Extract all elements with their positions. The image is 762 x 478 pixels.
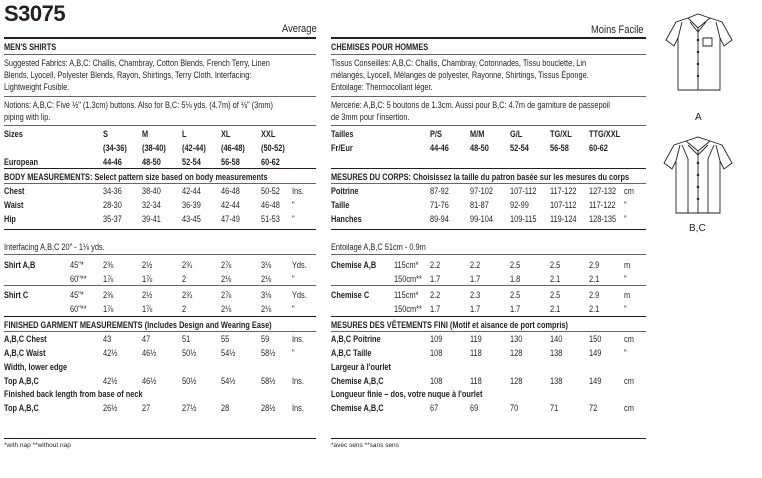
en-size-sub-4: (50-52) — [261, 143, 285, 153]
shirt-view-bc-illustration — [658, 133, 740, 223]
en-european-label: European — [4, 157, 39, 167]
fr-top-2-value: 72 — [589, 403, 598, 413]
fr-size-4: TTG/XXL — [589, 129, 621, 139]
fr-body-value: 92-99 — [510, 200, 529, 210]
en-shirt-ab-value: 1⅞ — [142, 274, 153, 284]
en-shirt-c-value: 1⅞ — [142, 304, 153, 314]
fr-shirt-c-value: 2.9 — [589, 290, 600, 300]
en-body-unit: " — [292, 200, 295, 210]
en-finished-unit: Ins. — [292, 334, 304, 344]
difficulty-fr: Moins Facile — [591, 24, 644, 36]
fr-body-heading: MESURES DU CORPS: Choisissez la taille du patron basée sur les mesures du corps — [331, 172, 630, 182]
fr-finished-value: 128 — [510, 348, 523, 358]
en-shirt-ab-rule — [4, 285, 316, 286]
en-size-sub-0: (34-36) — [103, 143, 127, 153]
en-body-value: 36-39 — [182, 200, 201, 210]
fr-top-2-value: 69 — [470, 403, 479, 413]
en-body-value: 51-53 — [261, 214, 280, 224]
en-body-value: 34-36 — [103, 186, 122, 196]
fr-body-value: 117-122 — [550, 186, 577, 196]
fr-shirt-ab-value: 2.5 — [510, 260, 521, 270]
fr-finished-value: 138 — [550, 348, 563, 358]
en-top-2-unit: Ins. — [292, 403, 304, 413]
fr-heading: CHEMISES POUR HOMMES — [331, 42, 429, 52]
en-body-value: 38-40 — [142, 186, 161, 196]
fr-shirt-ab-rule — [331, 285, 646, 286]
en-finished-value: 58½ — [261, 348, 276, 358]
en-body-heading: BODY MEASUREMENTS: Select pattern size based on body measurements — [4, 172, 268, 182]
fr-bottom-rule — [331, 438, 646, 439]
en-shirt-ab-value: 2 — [182, 274, 187, 284]
en-sizes-rule — [4, 168, 316, 169]
fr-eur-3: 56-58 — [550, 143, 569, 153]
fr-shirt-c-value: 2.5 — [550, 290, 561, 300]
fr-shirt-c-value: 2.1 — [589, 304, 600, 314]
en-european-1: 48-50 — [142, 157, 161, 167]
fr-top-1-label: Chemise A,B,C — [331, 376, 384, 386]
en-size-3: XL — [221, 129, 231, 139]
fr-shirt-c-width: 115cm* — [394, 290, 419, 300]
fr-finished-unit: " — [624, 348, 627, 358]
en-shirt-ab-value: 2½ — [142, 260, 153, 270]
en-top-2-value: 27½ — [182, 403, 197, 413]
fr-body-value: 99-104 — [470, 214, 493, 224]
en-finished-unit: " — [292, 348, 295, 358]
fr-shirt-ab-unit: " — [624, 274, 627, 284]
en-top-2-value: 27 — [142, 403, 151, 413]
fr-shirt-ab-value: 1.7 — [430, 274, 441, 284]
en-finished-value: 47 — [142, 334, 151, 344]
fr-shirt-ab-value: 2.1 — [550, 274, 561, 284]
en-finished-value: 54½ — [221, 348, 236, 358]
en-european-2: 52-54 — [182, 157, 201, 167]
en-shirt-c-value: 1⅞ — [103, 304, 114, 314]
fr-eur-4: 60-62 — [589, 143, 608, 153]
en-shirt-c-value: 3⅛ — [261, 290, 272, 300]
difficulty-en: Average — [282, 23, 317, 35]
fr-shirt-ab-value: 2.2 — [430, 260, 441, 270]
en-finished-row-label: A,B,C Waist — [4, 348, 46, 358]
en-body-row-label: Waist — [4, 200, 24, 210]
en-shirt-ab-label: Shirt A,B — [4, 260, 36, 270]
fr-shirt-ab-value: 2.9 — [589, 260, 600, 270]
fr-shirt-ab-value: 1.7 — [470, 274, 481, 284]
en-european-3: 56-58 — [221, 157, 240, 167]
fr-body-value: 97-102 — [470, 186, 493, 196]
en-shirt-c-value: 2⅜ — [103, 290, 114, 300]
en-shirt-ab-unit: Yds. — [292, 260, 307, 270]
shirt-view-a-illustration — [660, 8, 740, 123]
en-top-1-unit: Ins. — [292, 376, 304, 386]
en-top-2-value: 28 — [221, 403, 230, 413]
fr-body-value: 128-135 — [589, 214, 617, 224]
en-size-sub-2: (42-44) — [182, 143, 206, 153]
fr-top-1-unit: cm — [624, 376, 634, 386]
header-rule-fr — [331, 37, 646, 39]
en-top-1-value: 46½ — [142, 376, 157, 386]
fr-size-2: G/L — [510, 129, 523, 139]
en-finished-value: 50½ — [182, 348, 197, 358]
en-shirt-c-value: 2⅛ — [261, 304, 272, 314]
fr-body-value: 117-122 — [589, 200, 616, 210]
fr-notions-line-1: Mercerie: A,B,C: 5 boutons de 1.3cm. Aussi pour B,C: 4.7m de garniture de passepoil — [331, 100, 610, 110]
fr-top-1-value: 118 — [470, 376, 482, 386]
en-back-length: Finished back length from base of neck — [4, 389, 143, 399]
fr-body-end-rule — [331, 229, 646, 230]
en-footnote: *with nap **without nap — [4, 442, 71, 449]
fr-top-2-value: 67 — [430, 403, 439, 413]
en-shirt-c-value: 2½ — [142, 290, 153, 300]
fr-body-unit: " — [624, 200, 627, 210]
fr-sizes-rule — [331, 168, 646, 169]
en-shirt-ab-value: 1⅞ — [103, 274, 114, 284]
en-body-value: 50-52 — [261, 186, 280, 196]
fr-shirt-ab-value: 1.8 — [510, 274, 521, 284]
en-size-0: S — [103, 129, 108, 139]
en-shirt-c-width: 45"* — [70, 290, 84, 300]
fr-finished-value: 118 — [470, 348, 482, 358]
fr-body-value: 109-115 — [510, 214, 537, 224]
fr-body-rule — [331, 183, 646, 184]
fr-size-3: TG/XL — [550, 129, 572, 139]
en-size-4: XXL — [261, 129, 276, 139]
fr-notions-line-2: de 3mm pour l'insertion. — [331, 112, 410, 122]
fr-shirt-ab-label: Chemise A,B — [331, 260, 377, 270]
fr-back-length: Longueur finie – dos, votre nuque à l'ourlet — [331, 389, 483, 399]
en-finished-value: 51 — [182, 334, 191, 344]
fr-body-value: 107-112 — [550, 200, 577, 210]
en-top-2-label: Top A,B,C — [4, 403, 39, 413]
fr-shirt-c-width: 150cm** — [394, 304, 422, 314]
en-shirt-ab-value: 2⅞ — [221, 260, 232, 270]
fr-body-row-label: Taille — [331, 200, 350, 210]
fr-finished-value: 130 — [510, 334, 523, 344]
en-shirt-ab-value: 2⅛ — [261, 274, 272, 284]
en-european-4: 60-62 — [261, 157, 280, 167]
en-shirt-ab-width: 45"* — [70, 260, 84, 270]
en-shirt-ab-unit: " — [292, 274, 295, 284]
fr-finished-value: 119 — [470, 334, 482, 344]
fr-body-value: 89-94 — [430, 214, 449, 224]
en-shirt-c-value: 2⅛ — [221, 304, 232, 314]
en-shirt-c-unit: " — [292, 304, 295, 314]
fr-size-0: P/S — [430, 129, 442, 139]
fr-body-row-label: Hanches — [331, 214, 362, 224]
view-a-label: A — [695, 112, 702, 123]
fr-shirt-c-value: 2.2 — [430, 290, 441, 300]
fr-finished-heading: MESURES DES VÊTEMENTS FINI (Motif et aisance de port compris) — [331, 320, 569, 330]
en-shirt-c-unit: Yds. — [292, 290, 307, 300]
fr-footnote: *avec sens **sans sens — [331, 442, 399, 449]
fr-shirt-ab-value: 2.1 — [589, 274, 600, 284]
fr-eur-2: 52-54 — [510, 143, 529, 153]
en-body-value: 43-45 — [182, 214, 201, 224]
en-heading-rule — [4, 54, 316, 55]
fr-body-value: 107-112 — [510, 186, 537, 196]
fr-finished-value: 108 — [430, 348, 443, 358]
en-notions-rule — [4, 125, 316, 126]
fr-finished-unit: cm — [624, 334, 634, 344]
en-bottom-rule — [4, 438, 316, 439]
fr-interfacing: Entoilage A,B,C 51cm - 0.9m — [331, 242, 426, 252]
fr-finished-value: 150 — [589, 334, 602, 344]
header-rule-en — [4, 37, 316, 39]
fr-body-unit: " — [624, 214, 627, 224]
en-body-value: 46-48 — [261, 200, 280, 210]
fr-finished-value: 109 — [430, 334, 443, 344]
en-shirt-c-value: 2¾ — [182, 290, 193, 300]
fr-shirt-ab-width: 115cm* — [394, 260, 419, 270]
en-top-1-value: 54½ — [221, 376, 236, 386]
fr-top-2-value: 70 — [510, 403, 519, 413]
en-body-value: 46-48 — [221, 186, 240, 196]
fr-top-1-value: 128 — [510, 376, 523, 386]
en-top-1-value: 58½ — [261, 376, 276, 386]
en-size-sub-1: (38-40) — [142, 143, 166, 153]
fr-body-value: 127-132 — [589, 186, 617, 196]
fr-shirt-c-unit: " — [624, 304, 627, 314]
fr-finished-row-label: A,B,C Poitrine — [331, 334, 381, 344]
en-finished-value: 46½ — [142, 348, 157, 358]
fr-shirt-ab-value: 2.5 — [550, 260, 561, 270]
fr-shirt-c-value: 1.7 — [470, 304, 481, 314]
en-body-unit: Ins. — [292, 186, 304, 196]
en-size-sub-3: (46-48) — [221, 143, 245, 153]
fr-shirt-c-value: 2.3 — [470, 290, 481, 300]
fr-fabrics-line-2: mélangés, Lyocell, Mélanges de polyester, Rayonne, Shirtings, Tissus Éponge. — [331, 70, 589, 80]
en-finished-value: 55 — [221, 334, 230, 344]
fr-shirt-ab-width: 150cm** — [394, 274, 422, 284]
fr-shirt-c-label: Chemise C — [331, 290, 370, 300]
en-body-end-rule — [4, 229, 316, 230]
fr-shirt-c-value: 2.5 — [510, 290, 521, 300]
en-top-2-value: 28½ — [261, 403, 276, 413]
en-shirt-c-value: 2⅞ — [221, 290, 232, 300]
en-top-1-value: 50½ — [182, 376, 197, 386]
en-finished-value: 42½ — [103, 348, 118, 358]
en-european-0: 44-46 — [103, 157, 122, 167]
en-body-value: 28-30 — [103, 200, 122, 210]
en-fabrics-line-1: Suggested Fabrics: A,B,C: Challis, Chambray, Cotton Blends, French Terry, Linen — [4, 58, 270, 68]
fr-top-2-unit: cm — [624, 403, 634, 413]
en-shirt-ab-value: 2⅜ — [103, 260, 114, 270]
en-fabrics-rule — [4, 96, 316, 97]
fr-size-1: M/M — [470, 129, 485, 139]
en-shirt-ab-width: 60"** — [70, 274, 87, 284]
fr-shirt-c-value: 1.7 — [510, 304, 521, 314]
en-shirt-c-rule — [4, 316, 316, 317]
en-finished-heading: FINISHED GARMENT MEASUREMENTS (Includes Design and Wearing Ease) — [4, 320, 272, 330]
en-shirt-c-label: Shirt C — [4, 290, 29, 300]
fr-shirt-c-unit: m — [624, 290, 631, 300]
en-shirt-c-width: 60"** — [70, 304, 87, 314]
fr-body-value: 119-124 — [550, 214, 577, 224]
fr-notions-rule — [331, 125, 646, 126]
fr-shirt-c-value: 2.1 — [550, 304, 561, 314]
en-body-row-label: Hip — [4, 214, 16, 224]
fr-shirt-c-rule — [331, 316, 646, 317]
en-body-value: 32-34 — [142, 200, 161, 210]
fr-interfacing-rule — [331, 254, 646, 255]
fr-body-value: 81-87 — [470, 200, 489, 210]
en-interfacing: Interfacing A,B,C 20" - 1⅛ yds. — [4, 242, 105, 252]
en-top-2-value: 26½ — [103, 403, 118, 413]
en-shirt-ab-value: 2¾ — [182, 260, 193, 270]
fr-body-value: 71-76 — [430, 200, 449, 210]
fr-shirt-c-value: 1.7 — [430, 304, 441, 314]
fr-top-2-value: 71 — [550, 403, 559, 413]
fr-top-1-value: 138 — [550, 376, 563, 386]
en-body-value: 35-37 — [103, 214, 122, 224]
fr-shirt-ab-unit: m — [624, 260, 631, 270]
fr-finished-value: 149 — [589, 348, 602, 358]
en-body-row-label: Chest — [4, 186, 25, 196]
en-finished-value: 59 — [261, 334, 270, 344]
fr-body-row-label: Poitrine — [331, 186, 359, 196]
en-notions-line-2: piping with lip. — [4, 112, 51, 122]
fr-finished-value: 140 — [550, 334, 563, 344]
fr-top-1-value: 149 — [589, 376, 602, 386]
fr-fabrics-line-3: Entoilage: Thermocollant léger. — [331, 82, 433, 92]
en-finished-rule — [4, 331, 316, 332]
fr-top-1-value: 108 — [430, 376, 443, 386]
fr-fabrics-rule — [331, 96, 646, 97]
en-finished-row-label: A,B,C Chest — [4, 334, 47, 344]
en-interfacing-rule — [4, 254, 316, 255]
en-size-2: L — [182, 129, 187, 139]
fr-width-lower: Largeur à l'ourlet — [331, 362, 391, 372]
en-fabrics-line-2: Blends, Lyocell, Polyester Blends, Rayon, Shirtings, Terry Cloth. Interfacing: — [4, 70, 252, 80]
fr-heading-rule — [331, 54, 646, 55]
fr-finished-rule — [331, 331, 646, 332]
en-shirt-ab-value: 2⅛ — [221, 274, 232, 284]
view-bc-label: B,C — [689, 223, 706, 234]
en-shirt-c-value: 2 — [182, 304, 187, 314]
en-top-1-label: Top A,B,C — [4, 376, 39, 386]
en-finished-value: 43 — [103, 334, 112, 344]
fr-shirt-ab-value: 2.2 — [470, 260, 481, 270]
fr-eur-label: Fr/Eur — [331, 143, 353, 153]
en-shirt-ab-value: 3⅛ — [261, 260, 272, 270]
fr-body-value: 87-92 — [430, 186, 449, 196]
en-body-value: 42-44 — [221, 200, 240, 210]
pattern-number: S3075 — [4, 1, 66, 26]
en-body-rule — [4, 183, 316, 184]
fr-fabrics-line-1: Tissus Conseillés: A,B,C: Challis, Chambray, Cotonnades, Tissu bouclette, Lin — [331, 58, 587, 68]
en-sizes-label: Sizes — [4, 129, 23, 139]
fr-top-2-label: Chemise A,B,C — [331, 403, 384, 413]
en-fabrics-line-3: Lightweight Fusible. — [4, 82, 70, 92]
fr-sizes-label: Tailles — [331, 129, 354, 139]
en-body-value: 39-41 — [142, 214, 161, 224]
en-heading: MEN'S SHIRTS — [4, 42, 57, 52]
en-body-unit: " — [292, 214, 295, 224]
en-notions-line-1: Notions: A,B,C: Five ½" (1.3cm) buttons. Also for B,C: 5⅛ yds. (4.7m) of ⅛" (3mm) — [4, 100, 273, 110]
fr-body-unit: cm — [624, 186, 634, 196]
en-body-value: 42-44 — [182, 186, 201, 196]
fr-eur-1: 48-50 — [470, 143, 489, 153]
en-size-1: M — [142, 129, 149, 139]
fr-eur-0: 44-46 — [430, 143, 449, 153]
en-top-1-value: 42½ — [103, 376, 118, 386]
fr-finished-row-label: A,B,C Taille — [331, 348, 372, 358]
en-body-value: 47-49 — [221, 214, 240, 224]
en-width-lower: Width, lower edge — [4, 362, 68, 372]
